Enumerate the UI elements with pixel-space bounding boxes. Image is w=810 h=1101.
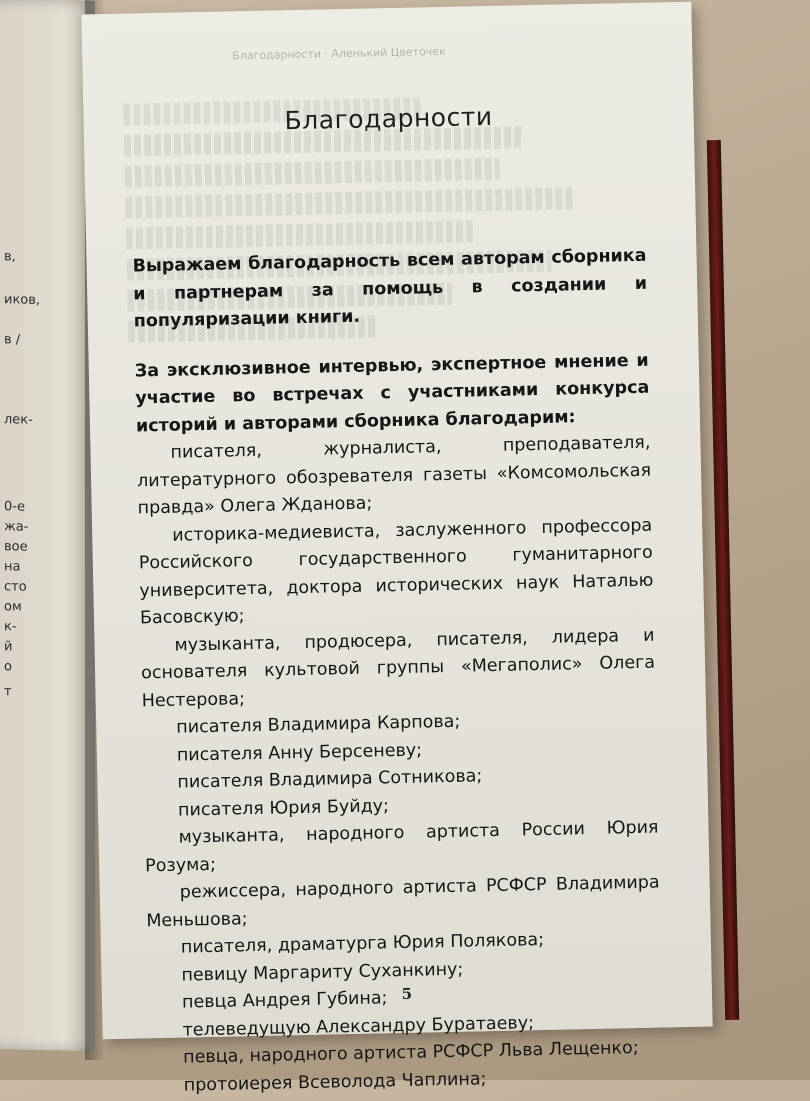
page-number: 5 [401, 984, 413, 1004]
left-page [0, 0, 95, 1051]
list-item: писателя Юрия Буйду; [177, 795, 390, 821]
book-page [81, 2, 712, 1096]
list-item: певицу Маргариту Суханкину; [181, 959, 464, 986]
list-item: телеведущую Александру Буратаеву; [182, 1012, 535, 1041]
list-item: музыканта, народного артиста России Юрия Розума; [144, 817, 659, 876]
list-item: музыканта, продюсера, писателя, лидера и основателя культовой группы «Мегаполис» Олега Нестерова; [140, 625, 656, 711]
list-item: певца Андрея Губина; [181, 988, 388, 1013]
left-page-fragment: й [4, 639, 13, 655]
lead-paragraph: За эксклюзивное интервью, экспертное мнение и участие во встречах с участниками конкурса историй и авторами сборника благодарим: [134, 350, 650, 436]
list-item: протоиерея Всеволода Чаплина; [183, 1068, 487, 1096]
left-page-fragment: иков, [4, 292, 41, 308]
left-page-fragment: о [4, 659, 12, 675]
page-body [132, 243, 664, 1101]
left-page-fragment: в, [4, 249, 16, 265]
left-page-fragment: жа- [4, 519, 29, 535]
left-page-fragment: к- [4, 619, 17, 635]
left-page-fragment: т [4, 684, 12, 700]
page-title: Благодарности [284, 101, 493, 136]
left-page-fragment: сто [4, 579, 27, 595]
list-item: режиссера, народного артиста РСФСР Владимира Меньшова; [146, 872, 660, 931]
list-item: писателя Владимира Сотникова; [177, 766, 483, 793]
list-item: певца, народного артиста РСФСР Льва Лещенко; [182, 1038, 639, 1068]
list-item: писателя Владимира Карпова; [176, 711, 461, 738]
book-cover-edge [707, 140, 739, 1020]
intro-paragraph: Выражаем благодарность всем авторам сборника и партнерам за помощь в создании и популяризации книги. [132, 245, 648, 332]
left-page-fragment: лек- [4, 412, 33, 428]
left-page-fragment: 0-е [4, 499, 25, 515]
left-page-fragment: ом [4, 599, 22, 615]
left-page-fragment: вое [4, 539, 28, 555]
list-item: писателя, драматурга Юрия Полякова; [180, 930, 545, 958]
list-item: писателя, журналиста, преподавателя, литературного обозревателя газеты «Комсомольская правда» Олега Жданова; [136, 432, 652, 519]
list-item: писателя Анну Берсеневу; [176, 740, 423, 766]
left-page-fragment: на [4, 559, 21, 575]
left-page-fragment: в / [4, 332, 21, 348]
running-head: Благодарности · Аленький Цветочек [232, 44, 446, 63]
list-item: историка-медиевиста, заслуженного профессора Российского государственного гуманитарного университета, доктора исторических наук Наталью Басовскую; [138, 515, 654, 629]
